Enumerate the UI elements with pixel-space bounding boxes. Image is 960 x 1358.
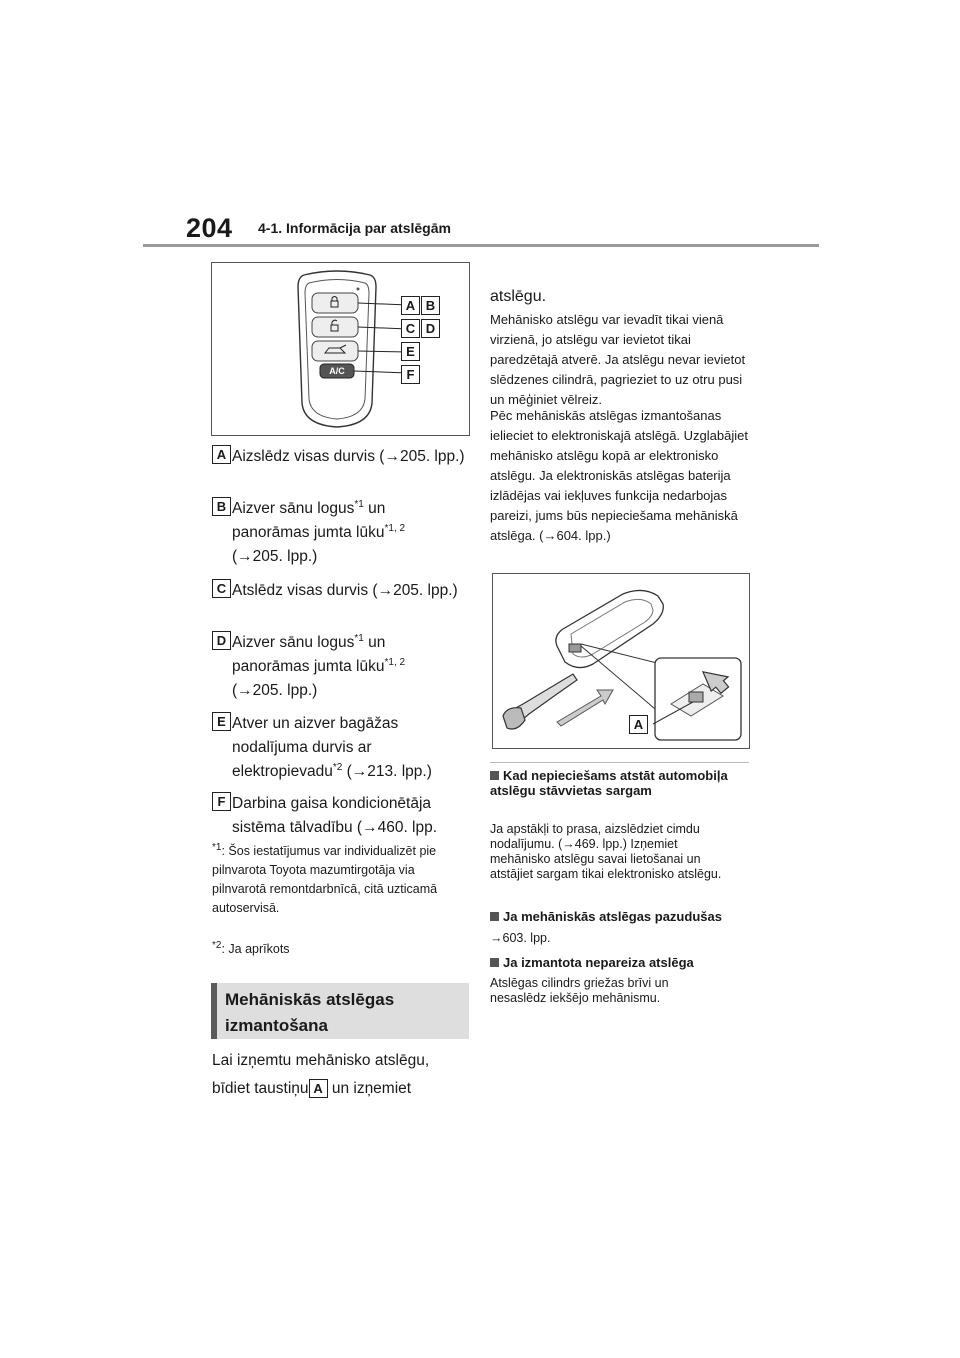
footnote-ref: *1 — [354, 632, 364, 644]
paragraph-text: un izņemiet — [327, 1080, 412, 1097]
subsection-title-text: Kad nepieciešams atstāt automobiļa atslēgu stāvvietas sargam — [490, 768, 728, 798]
callout-c: C — [401, 319, 420, 338]
right-paragraph-1: Mehānisko atslēgu var ievadīt tikai vienā virzienā, jo atslēgu var ievietot tikai paredzētajā atverē. Ja atslēgu nevar ievietot slēdzenes cilindrā, pagrieziet to uz otru pusi un mēģiniet vēlreiz. — [490, 312, 746, 407]
item-b — [212, 497, 472, 571]
item-f — [212, 792, 472, 842]
callout-f: F — [401, 365, 420, 384]
item-label: C — [212, 579, 231, 598]
key-fob-figure — [211, 262, 470, 436]
mechanical-key-illustration — [493, 574, 749, 748]
footnote-mark: *2 — [212, 939, 222, 951]
item-label: B — [212, 497, 231, 516]
callout-d: D — [421, 319, 440, 338]
inline-label: A — [309, 1079, 328, 1098]
mechanical-key-figure — [492, 573, 750, 749]
header-rule — [143, 244, 819, 247]
item-label: A — [212, 445, 231, 464]
item-label: D — [212, 631, 231, 650]
subsection-3-title — [490, 955, 752, 970]
continuation-text: atslēgu. — [490, 288, 547, 305]
subsection-title-text: Ja mehāniskās atslēgas pazudušas — [503, 909, 722, 924]
figure2-callout-a: A — [629, 715, 648, 734]
square-bullet-icon — [490, 912, 499, 921]
footnote-ref: *1 — [354, 498, 364, 510]
footnote-ref: *1, 2 — [384, 656, 406, 668]
item-e — [212, 712, 472, 786]
subsection-1-title — [490, 768, 740, 798]
item-text: (→213. lpp.) — [342, 763, 432, 780]
section-heading: Mehāniskās atslēgas izmantošana — [225, 990, 395, 1035]
item-label: F — [212, 792, 231, 811]
subsection-3-text: Atslēgas cilindrs griežas brīvi un nesaslēdz iekšējo mehānismu. — [490, 976, 669, 1005]
ac-button-label: A/C — [329, 366, 345, 376]
footnote-2 — [212, 940, 462, 959]
page-number: 204 — [186, 213, 233, 243]
heading-accent-bar — [211, 983, 217, 1039]
item-text: nodalījuma durvis ar — [232, 739, 372, 756]
item-text: Aizver sānu logus — [232, 634, 355, 651]
item-text: Aizslēdz visas durvis (→205. lpp.) — [232, 448, 465, 465]
key-fob-illustration — [212, 263, 469, 435]
callout-b: B — [421, 296, 440, 315]
mech-paragraph-line1: Lai izņemtu mehānisko atslēgu, — [212, 1052, 430, 1069]
item-a — [212, 445, 472, 495]
footnote-mark: *1 — [212, 841, 222, 853]
item-text: elektropievadu — [232, 763, 333, 780]
subsection-title-text: Ja izmantota nepareiza atslēga — [503, 955, 694, 970]
square-bullet-icon — [490, 771, 499, 780]
item-text: panorāmas jumta lūku — [232, 524, 385, 541]
footnote-1 — [212, 842, 462, 918]
right-paragraph-2: Pēc mehāniskās atslēgas izmantošanas ielieciet to elektroniskajā atslēgā. Uzglabājiet mehānisko atslēgu kopā ar elektronisko atslēgu. Ja elektroniskās atslēgas baterija izlādējas vai iekļuves funkcija nedarbojas pareizi, jums būs nepieciešama mehāniskā atslēga. (→604. lpp.) — [490, 408, 748, 543]
item-text: Atver un aizver bagāžas — [232, 715, 399, 732]
item-text: un — [363, 500, 386, 517]
footnote-ref: *2 — [332, 761, 343, 773]
callout-a: A — [401, 296, 420, 315]
footnote-text: : Šos iestatījumus var individualizēt pie pilnvarota Toyota mazumtirgotāja via pilnvarotā remontdarbnīcā, citā uzticamā autoservisā. — [212, 844, 438, 915]
callout-e: E — [401, 342, 420, 361]
item-text: (→205. lpp.) — [232, 682, 318, 699]
item-d — [212, 631, 472, 705]
item-label: E — [212, 712, 231, 731]
divider — [490, 762, 749, 763]
item-text: panorāmas jumta lūku — [232, 658, 385, 675]
item-text: Aizver sānu logus — [232, 500, 355, 517]
paragraph-text: bīdiet taustiņu — [212, 1080, 309, 1097]
subsection-1-text: Ja apstākļi to prasa, aizslēdziet cimdu nodalījumu. (→469. lpp.) Izņemiet mehānisko atslēgu savai lietošanai un atstājiet sargam tikai elektronisko atslēgu. — [490, 822, 722, 881]
footnote-ref: *1, 2 — [384, 522, 406, 534]
mech-paragraph-line2 — [212, 1077, 472, 1101]
section-heading-box — [211, 983, 469, 1039]
subsection-2-text: →603. lpp. — [490, 931, 551, 945]
section-title: 4-1. Informācija par atslēgām — [258, 220, 451, 236]
item-text: sistēma tālvadību (→460. lpp. — [232, 819, 438, 836]
item-text: un — [363, 634, 386, 651]
subsection-2-title — [490, 909, 752, 924]
item-text: Atslēdz visas durvis (→205. lpp.) — [232, 582, 458, 599]
square-bullet-icon — [490, 958, 499, 967]
item-c — [212, 579, 472, 629]
item-text: Darbina gaisa kondicionētāja — [232, 795, 432, 812]
item-text: (→205. lpp.) — [232, 548, 318, 565]
footnote-text: : Ja aprīkots — [221, 942, 290, 956]
